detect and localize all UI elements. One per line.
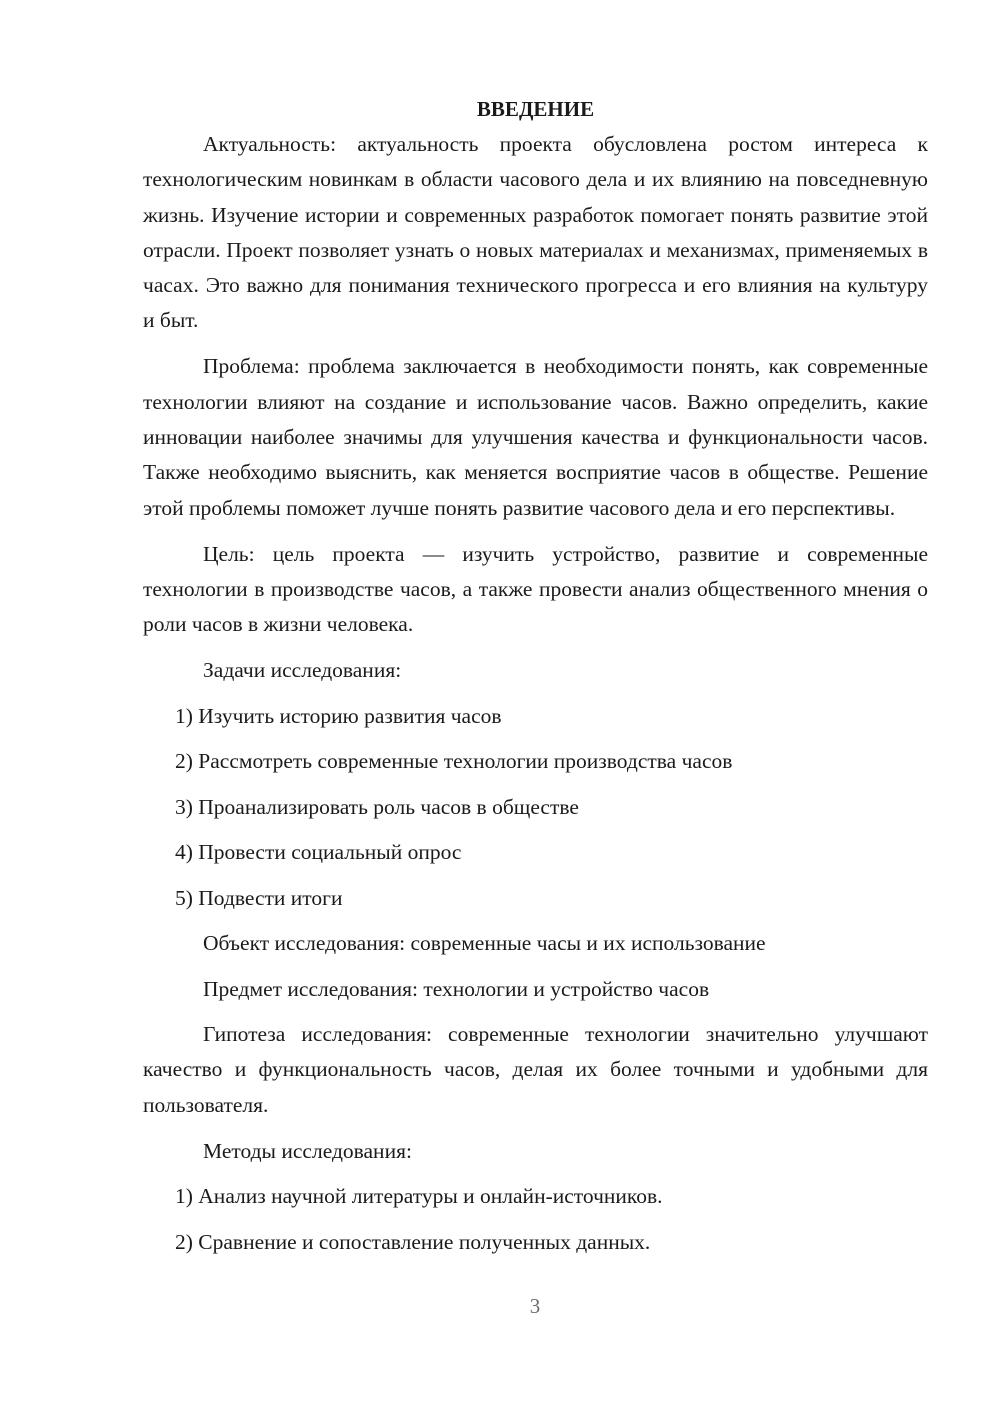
section-heading: ВВЕДЕНИЕ	[476, 97, 595, 121]
hypothesis-paragraph: Гипотеза исследования: современные технологии значительно улучшают качество и функциональность часов, делая их более точными и удобными для пользователя.	[143, 1022, 928, 1117]
research-subject: Предмет исследования: технологии и устройство часов	[203, 976, 710, 1001]
method-item-2: 2) Сравнение и сопоставление полученных данных.	[175, 1229, 651, 1254]
method-item-1: 1) Анализ научной литературы и онлайн-источников.	[175, 1184, 663, 1209]
methods-title: Методы исследования:	[203, 1138, 412, 1163]
task-item-1: 1) Изучить историю развития часов	[175, 703, 502, 728]
task-item-2: 2) Рассмотреть современные технологии производства часов	[175, 749, 733, 774]
goal-paragraph: Цель: цель проекта — изучить устройство, развитие и современные технологии в производстве часов, а также провести анализ общественного мнения о роли часов в жизни человека.	[143, 541, 928, 637]
research-object: Объект исследования: современные часы и их использование	[203, 931, 766, 956]
problem-paragraph: Проблема: проблема заключается в необходимости понять, как современные технологии влияют на создание и использование часов. Важно определить, какие инновации наиболее значимы для улучшения качества и функциональности часов. Также необходимо выяснить, как меняется восприятие часов в обществе. Решение этой проблемы поможет лучше понять развитие часового дела и его перспективы.	[143, 354, 928, 520]
page-number: 3	[529, 1294, 541, 1318]
document-page	[143, 92, 928, 1270]
tasks-title: Задачи исследования:	[203, 658, 402, 683]
relevance-paragraph: Актуальность: актуальность проекта обусловлена ростом интереса к технологическим новинкам в области часового дела и их влиянию на повседневную жизнь. Изучение истории и современных разработок помогает понять развитие этой отрасли. Проект позволяет узнать о новых материалах и механизмах, применяемых в часах. Это важно для понимания технического прогресса и его влияния на культуру и быт.	[143, 132, 928, 333]
task-item-3: 3) Проанализировать роль часов в обществе	[175, 794, 579, 819]
task-item-5: 5) Подвести итоги	[175, 885, 343, 910]
task-item-4: 4) Провести социальный опрос	[175, 840, 462, 865]
